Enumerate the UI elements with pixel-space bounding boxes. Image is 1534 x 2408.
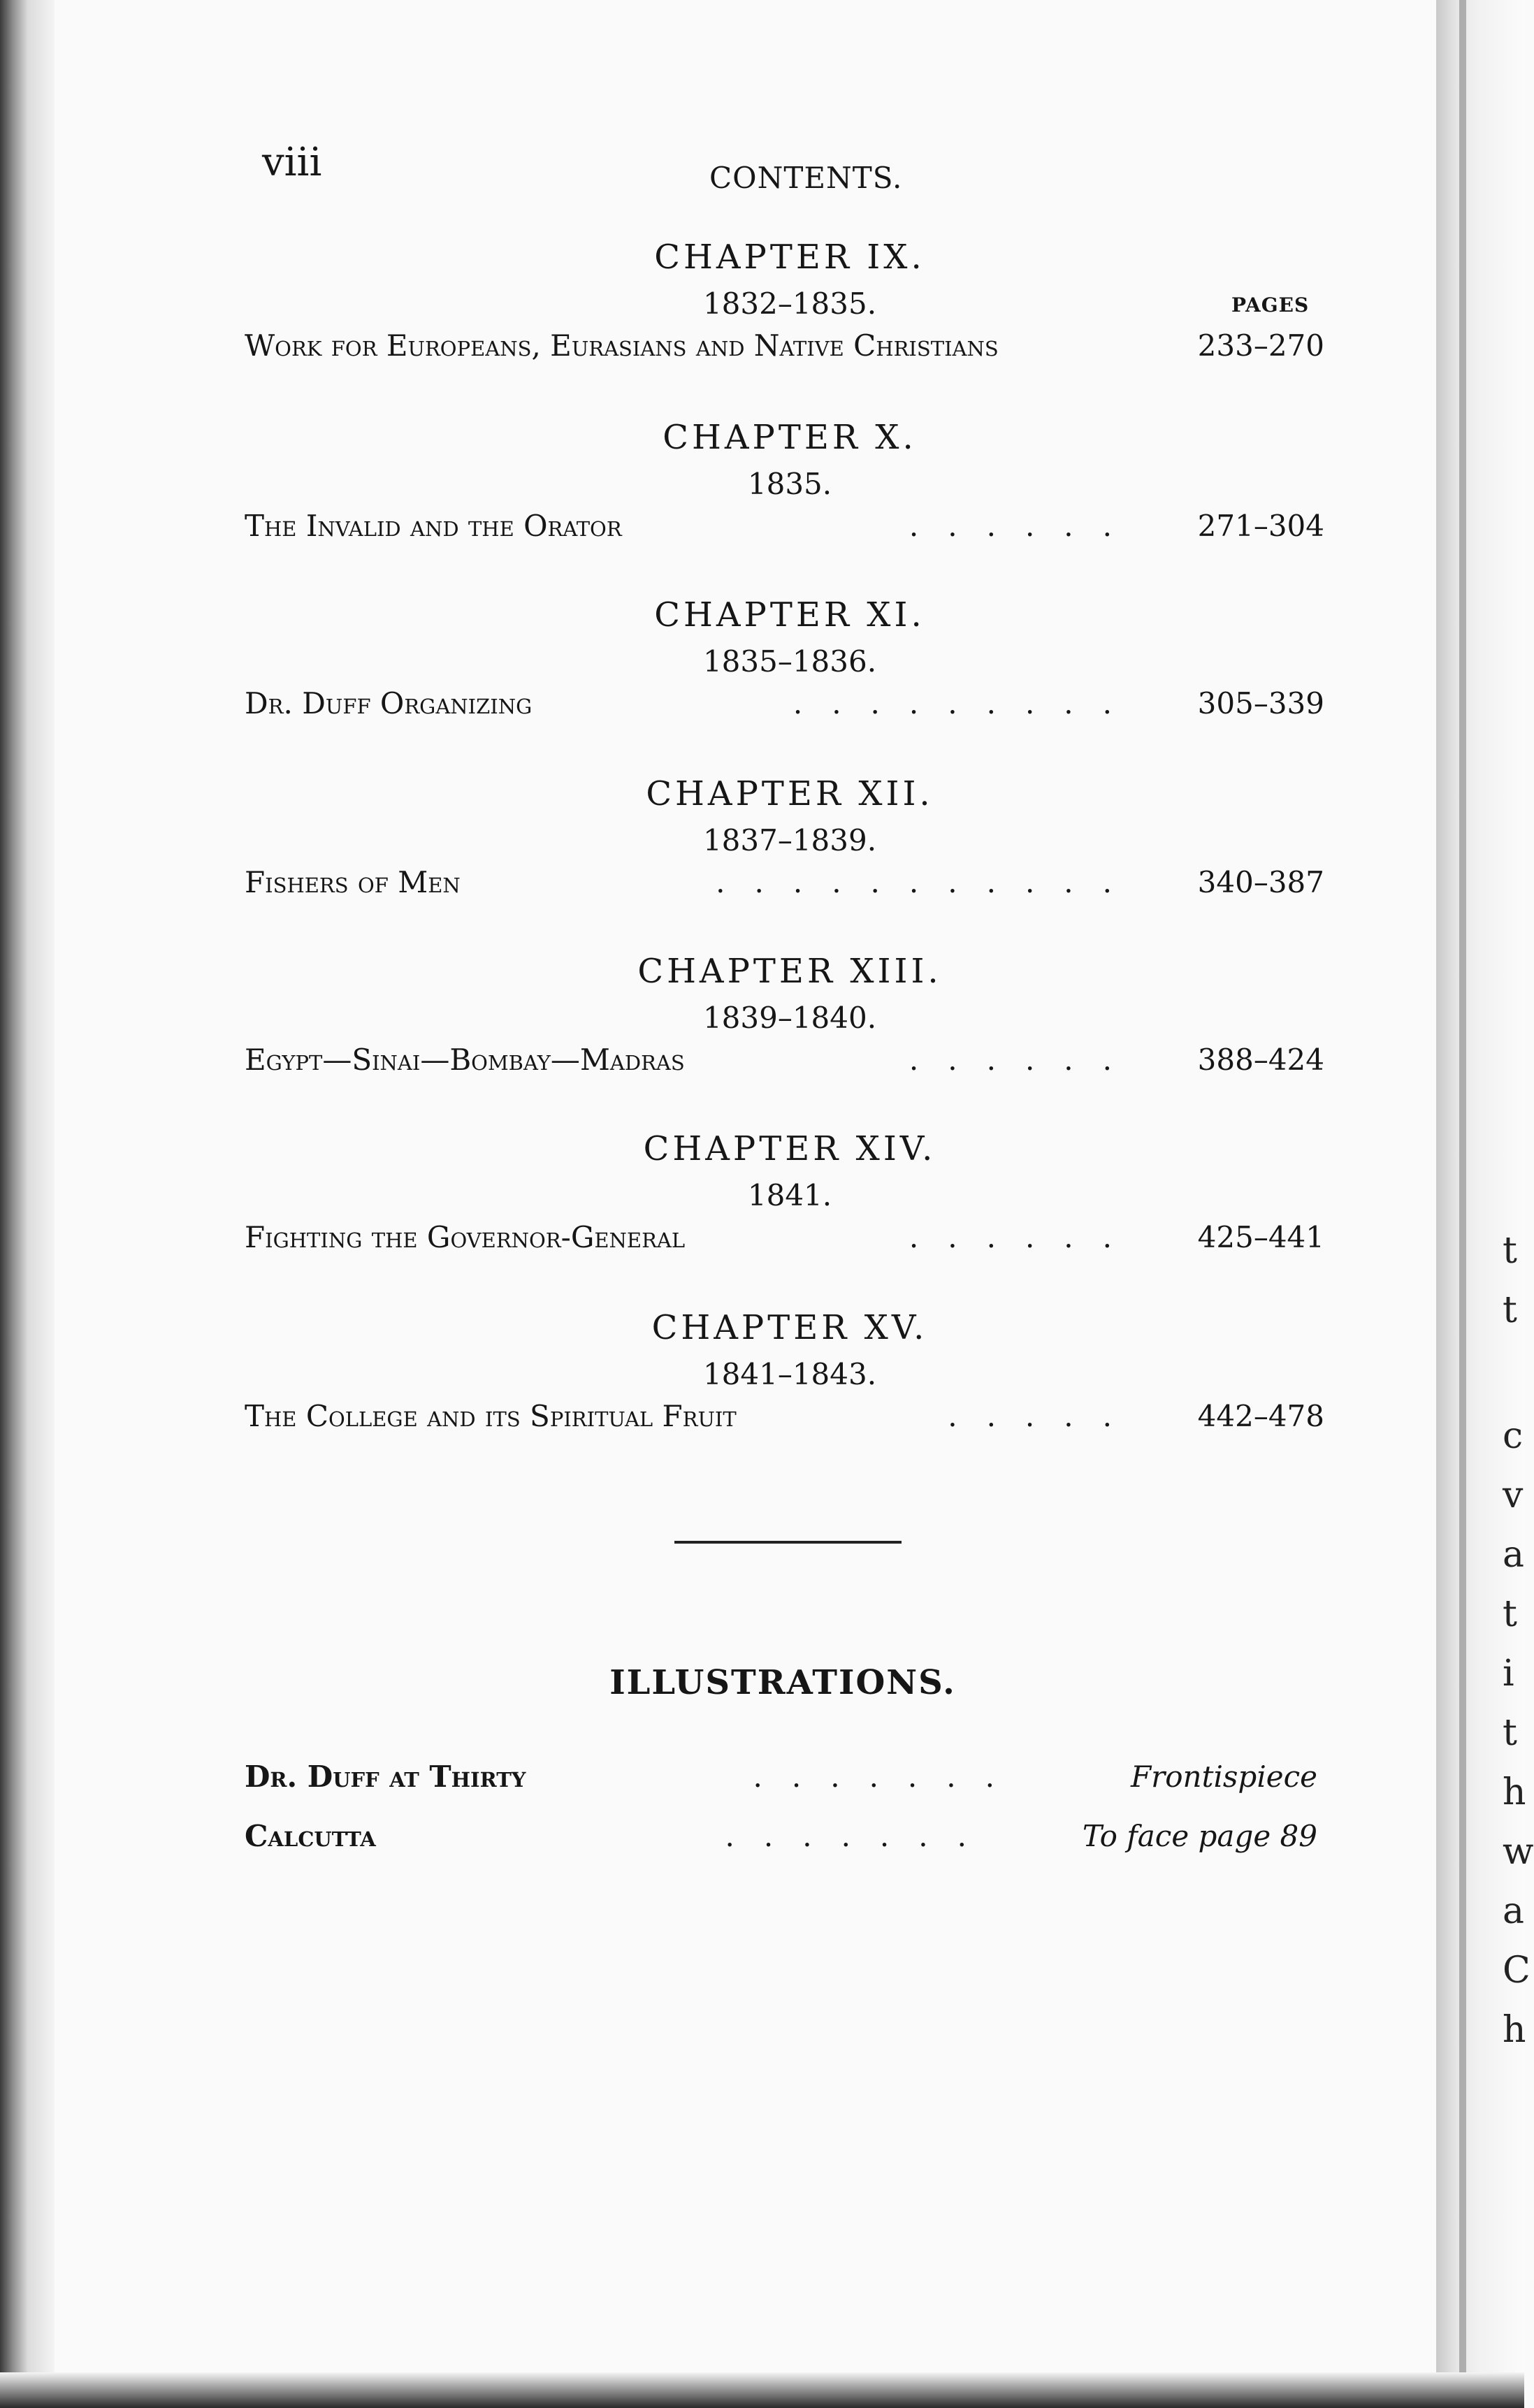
dot-leader: .......: [725, 1819, 996, 1853]
chapter-title: Dr. Duff Organizing: [245, 686, 533, 720]
dot-leader: ......: [909, 1043, 1141, 1077]
chapter-heading: CHAPTER X.: [663, 418, 917, 457]
contents-entry: [245, 509, 1324, 548]
dot-leader: ......: [909, 1220, 1141, 1254]
chapter-title: Work for Europeans, Eurasians and Native Christians: [245, 328, 999, 363]
contents-entry: [245, 1399, 1324, 1438]
contents-entry: [245, 865, 1324, 904]
facing-page-fragment: t: [1503, 1230, 1517, 1272]
facing-page-fragment: t: [1503, 1593, 1517, 1635]
chapter-title: The Invalid and the Orator: [245, 509, 622, 543]
facing-page-fragment: a: [1503, 1890, 1525, 1932]
chapter-years: 1835–1836.: [702, 644, 877, 679]
chapter-years: 1837–1839.: [702, 823, 877, 857]
facing-page-fragment: C: [1503, 1950, 1531, 1992]
section-rule: [674, 1541, 902, 1544]
chapter-pages: 388–424: [1197, 1043, 1324, 1077]
facing-page-fragment: i: [1503, 1653, 1514, 1695]
dot-leader: .........: [793, 686, 1141, 720]
chapter-heading: CHAPTER XI.: [654, 595, 925, 634]
dot-leader: ......: [909, 509, 1141, 543]
chapter-title: The College and its Spiritual Fruit: [245, 1399, 737, 1433]
chapter-years: 1841–1843.: [702, 1357, 877, 1391]
running-head: CONTENTS.: [709, 161, 903, 195]
chapter-pages: 305–339: [1197, 686, 1324, 720]
chapter-heading: CHAPTER IX.: [654, 238, 925, 277]
page-number: viii: [262, 140, 322, 185]
contents-entry: [245, 686, 1324, 725]
facing-page-fragment: h: [1503, 1771, 1526, 1813]
scan-bottom-shadow: [0, 2372, 1524, 2408]
chapter-years: 1841.: [747, 1178, 832, 1212]
chapter-heading: CHAPTER XV.: [651, 1308, 928, 1347]
chapter-heading: CHAPTER XIII.: [637, 952, 942, 991]
chapter-title: Egypt—Sinai—Bombay—Madras: [245, 1043, 685, 1077]
contents-entry: [245, 328, 1324, 368]
illustration-title: Dr. Duff at Thirty: [245, 1760, 526, 1794]
illustration-entry: [245, 1760, 1317, 1799]
chapter-pages: 425–441: [1197, 1220, 1324, 1254]
facing-page-fragment: w: [1503, 1831, 1534, 1873]
illustration-page-ref: Frontispiece: [1131, 1760, 1317, 1794]
contents-entry: [245, 1043, 1324, 1082]
chapter-title: Fishers of Men: [245, 865, 461, 899]
chapter-heading: CHAPTER XII.: [646, 774, 934, 813]
illustration-page-ref: To face page 89: [1082, 1819, 1317, 1853]
facing-page-fragment: t: [1503, 1712, 1517, 1754]
dot-leader: .......: [753, 1760, 1024, 1794]
illustration-title: Calcutta: [245, 1819, 376, 1853]
illustrations-heading: ILLUSTRATIONS.: [609, 1663, 956, 1702]
chapter-pages: 340–387: [1197, 865, 1324, 899]
facing-page-fragment: v: [1503, 1474, 1524, 1516]
pages-column-label: PAGES: [1231, 293, 1310, 317]
chapter-years: 1835.: [747, 467, 832, 501]
illustration-entry: [245, 1819, 1317, 1858]
facing-page-fragment: c: [1503, 1415, 1524, 1457]
chapter-title: Fighting the Governor-General: [245, 1220, 686, 1254]
facing-page-fragment: h: [1503, 2009, 1526, 2051]
chapter-pages: 271–304: [1197, 509, 1324, 543]
dot-leader: ...........: [716, 865, 1141, 899]
chapter-heading: CHAPTER XIV.: [643, 1129, 936, 1168]
page-gutter-line: [1459, 0, 1466, 2408]
facing-page-fragment: a: [1503, 1534, 1525, 1576]
chapter-years: 1839–1840.: [702, 1001, 877, 1035]
book-binding-shadow: [0, 0, 55, 2408]
contents-entry: [245, 1220, 1324, 1259]
chapter-years: 1832–1835.: [702, 287, 877, 321]
chapter-pages: 233–270: [1197, 328, 1324, 363]
chapter-pages: 442–478: [1197, 1399, 1324, 1433]
facing-page-fragment: t: [1503, 1289, 1517, 1331]
dot-leader: .....: [948, 1399, 1141, 1433]
